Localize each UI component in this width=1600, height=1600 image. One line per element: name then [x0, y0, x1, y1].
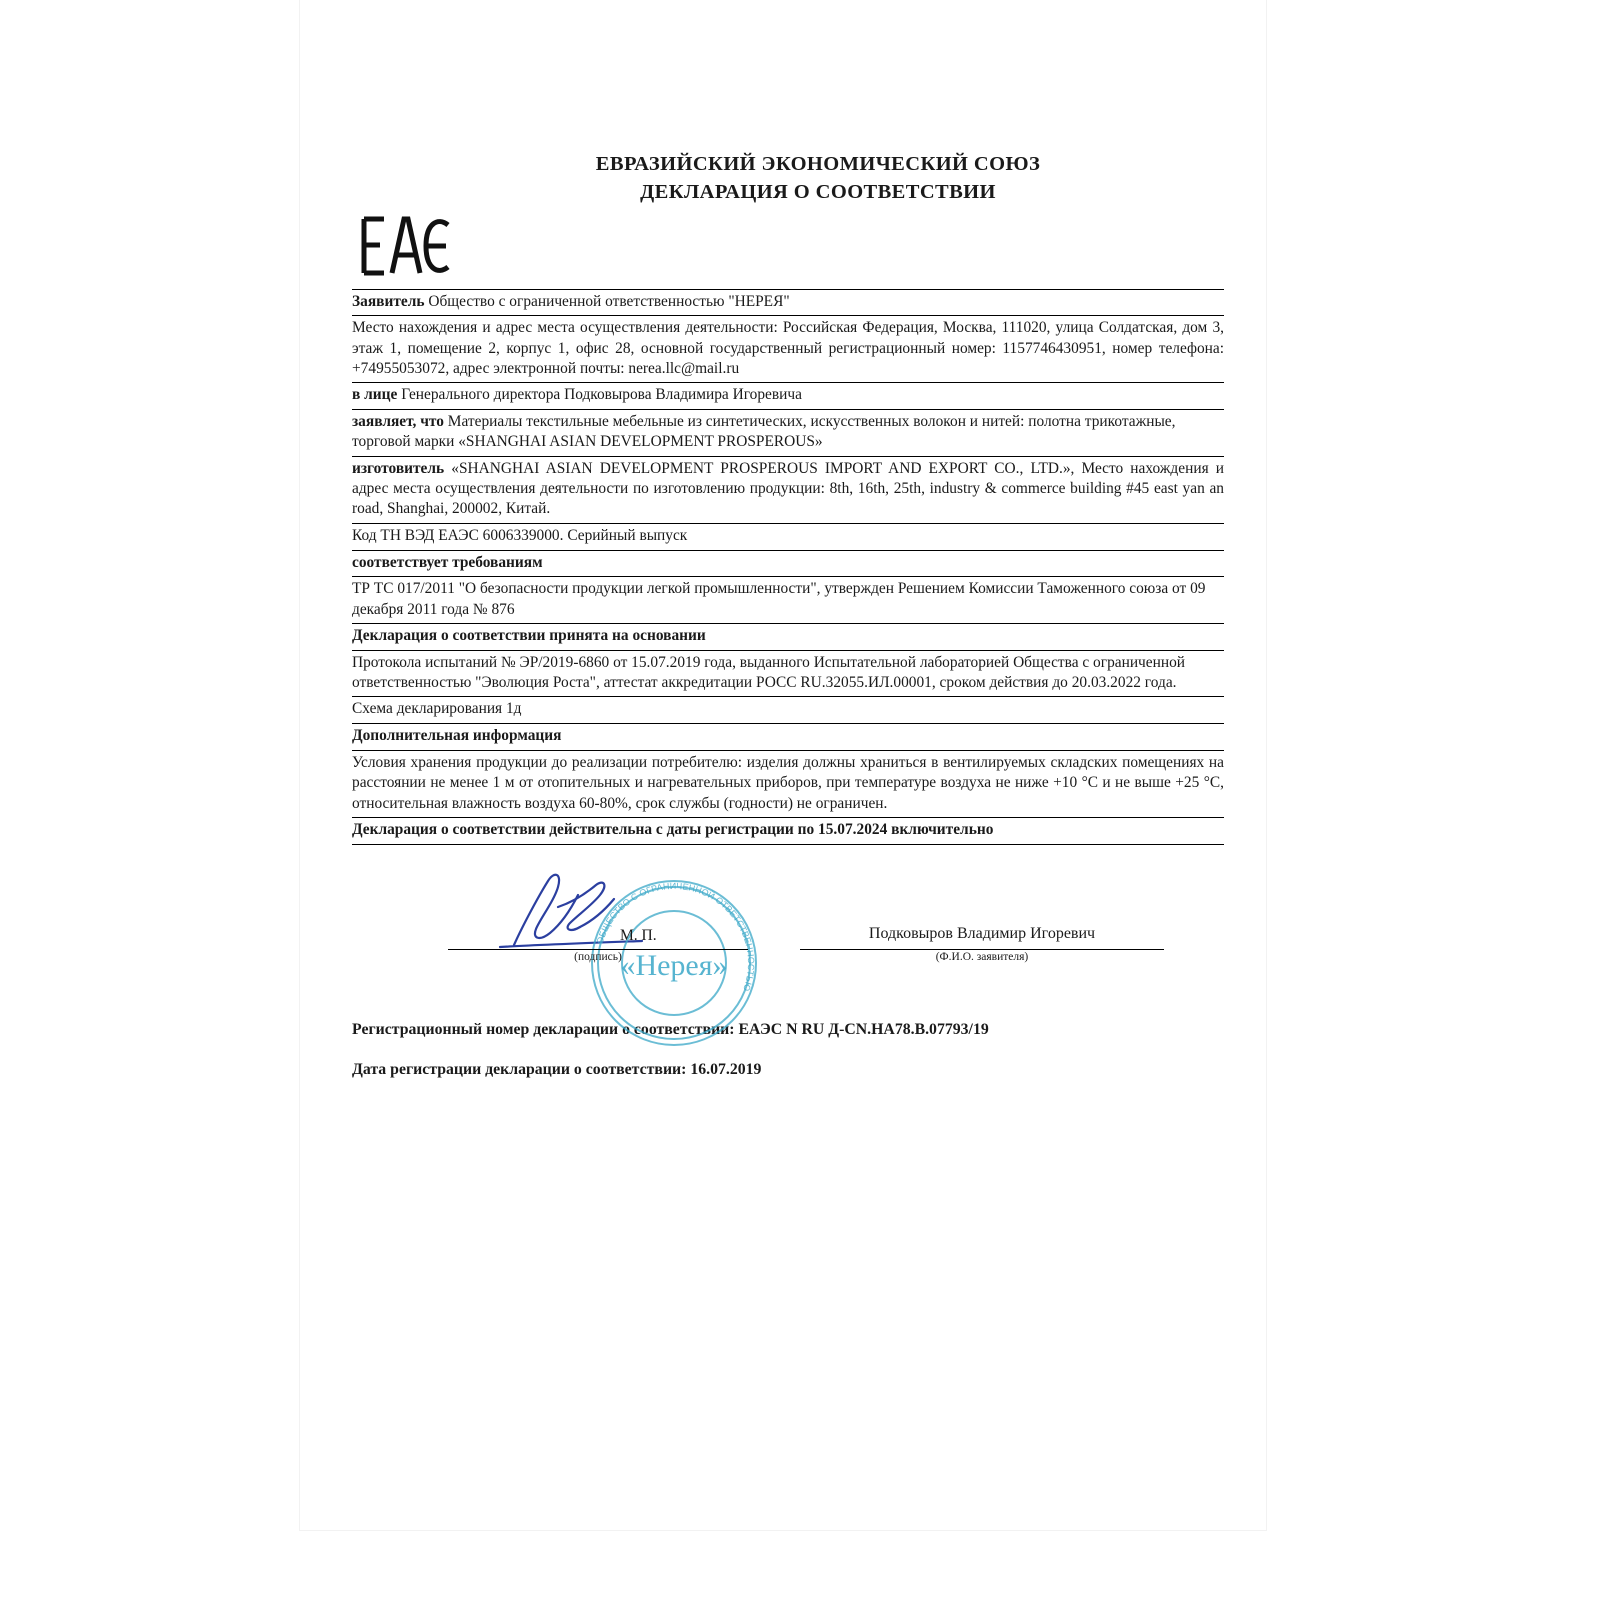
- validity-text: Декларация о соответствии действительна с даты регистрации по 15.07.2024 включительно: [352, 821, 994, 839]
- signer-name: Подковыров Владимир Игоревич: [868, 924, 1096, 942]
- scheme-section: [352, 697, 1224, 724]
- signature-caption: (подпись): [574, 950, 622, 963]
- additional-label-section: [352, 724, 1224, 751]
- scheme-value: Схема декларирования 1д: [352, 700, 522, 718]
- title-line-1: ЕВРАЗИЙСКИЙ ЭКОНОМИЧЕСКИЙ СОЮЗ: [595, 153, 1041, 175]
- declares-label: заявляет, что: [352, 413, 444, 431]
- basis-label: Декларация о соответствии принята на основании: [352, 627, 706, 645]
- signature-area: [352, 875, 1224, 995]
- additional-value-section: [352, 751, 1224, 818]
- represented-by-label: в лице: [352, 386, 398, 404]
- declaration-body: [352, 150, 1224, 1079]
- manufacturer-label: изготовитель: [352, 459, 445, 477]
- conformity-label-section: [352, 551, 1224, 578]
- signer-name-caption: (Ф.И.О. заявителя): [935, 950, 1029, 963]
- stamp-label: М. П.: [620, 926, 657, 944]
- customs-code-section: [352, 524, 1224, 551]
- represented-by-section: [352, 383, 1224, 410]
- additional-label: Дополнительная информация: [352, 727, 562, 745]
- registration-number: Регистрационный номер декларации о соответствии: ЕАЭС N RU Д-CN.НА78.В.07793/19: [352, 1020, 989, 1038]
- applicant-section: [352, 290, 1224, 317]
- address-text: Место нахождения и адрес места осуществления деятельности: Российская Федерация, Москва, 111020, улица Солдатская, дом 3, этаж 1, помещение 2, корпус 1, офис 28, основной государственный регистрационный номер: 1157746430951, номер телефона: +74955053072, адрес электронной почты: nerea.llc@mail.ru: [352, 319, 1224, 378]
- manufacturer-section: [352, 457, 1224, 524]
- validity-section: [352, 818, 1224, 845]
- basis-label-section: [352, 624, 1224, 651]
- represented-by-value: Генерального директора Подковырова Владимира Игоревича: [401, 386, 802, 404]
- declares-value: Материалы текстильные мебельные из синтетических, искусственных волокон и нитей: полотна трикотажные, торговой марки «SHANGHAI ASIAN DEVELOPMENT PROSPEROUS»: [352, 413, 1176, 451]
- applicant-value: Общество с ограниченной ответственностью "НЕРЕЯ": [428, 292, 790, 310]
- basis-value: Протокола испытаний № ЭР/2019-6860 от 15.07.2019 года, выданного Испытательной лабораторией Общества с ограниченной ответственностью "Эволюция Роста", аттестат аккредитации РОСС RU.32055.ИЛ.00001, сроком действия до 20.03.2022 года.: [352, 653, 1186, 692]
- basis-value-section: [352, 651, 1224, 698]
- document-page: [300, 0, 1266, 1530]
- svg-text:ОБЩЕСТВО С ОГРАНИЧЕННОЙ ОТВЕТС: ОБЩЕСТВО С ОГРАНИЧЕННОЙ ОТВЕТСТВЕННОСТЬЮ: [594, 880, 757, 993]
- document-title: [352, 150, 1224, 207]
- registration-date: Дата регистрации декларации о соответствии: 16.07.2019: [352, 1060, 762, 1078]
- conformity-value-section: [352, 577, 1224, 624]
- customs-code-line: Код ТН ВЭД ЕАЭС 6006339000. Серийный выпуск: [352, 526, 688, 544]
- signature-line-right: [800, 949, 1164, 950]
- declares-section: [352, 410, 1224, 457]
- title-line-2: ДЕКЛАРАЦИЯ О СООТВЕТСТВИИ: [640, 181, 996, 204]
- eac-mark-icon: [358, 215, 454, 277]
- svg-text:«Нерея»: «Нерея»: [620, 948, 728, 982]
- conformity-label: соответствует требованиям: [352, 553, 543, 571]
- applicant-label: Заявитель: [352, 292, 425, 310]
- conformity-value: ТР ТС 017/2011 "О безопасности продукции легкой промышленности", утвержден Решением Комиссии Таможенного союза от 09 декабря 2011 года № 876: [352, 580, 1206, 618]
- address-section: [352, 316, 1224, 383]
- additional-value: Условия хранения продукции до реализации потребителю: изделия должны храниться в вентилируемых складских помещениях на расстоянии не менее 1 м от отопительных и нагревательных приборов, при температуре воздуха не ниже +10 °С и не выше +25 °С, относительная влажность воздуха 60-80%, срок службы (годности) не ограничен.: [352, 754, 1224, 812]
- signature-line-left: [448, 949, 748, 950]
- eac-mark-row: [352, 213, 1224, 289]
- manufacturer-value: «SHANGHAI ASIAN DEVELOPMENT PROSPEROUS IMPORT AND EXPORT CO., LTD.», Место нахождения и адрес места осуществления деятельности по изготовлению продукции: 8th, 16th, 25th, industry & commerce building #45 east yan an road, Shanghai, 200002, Китай.: [352, 459, 1224, 518]
